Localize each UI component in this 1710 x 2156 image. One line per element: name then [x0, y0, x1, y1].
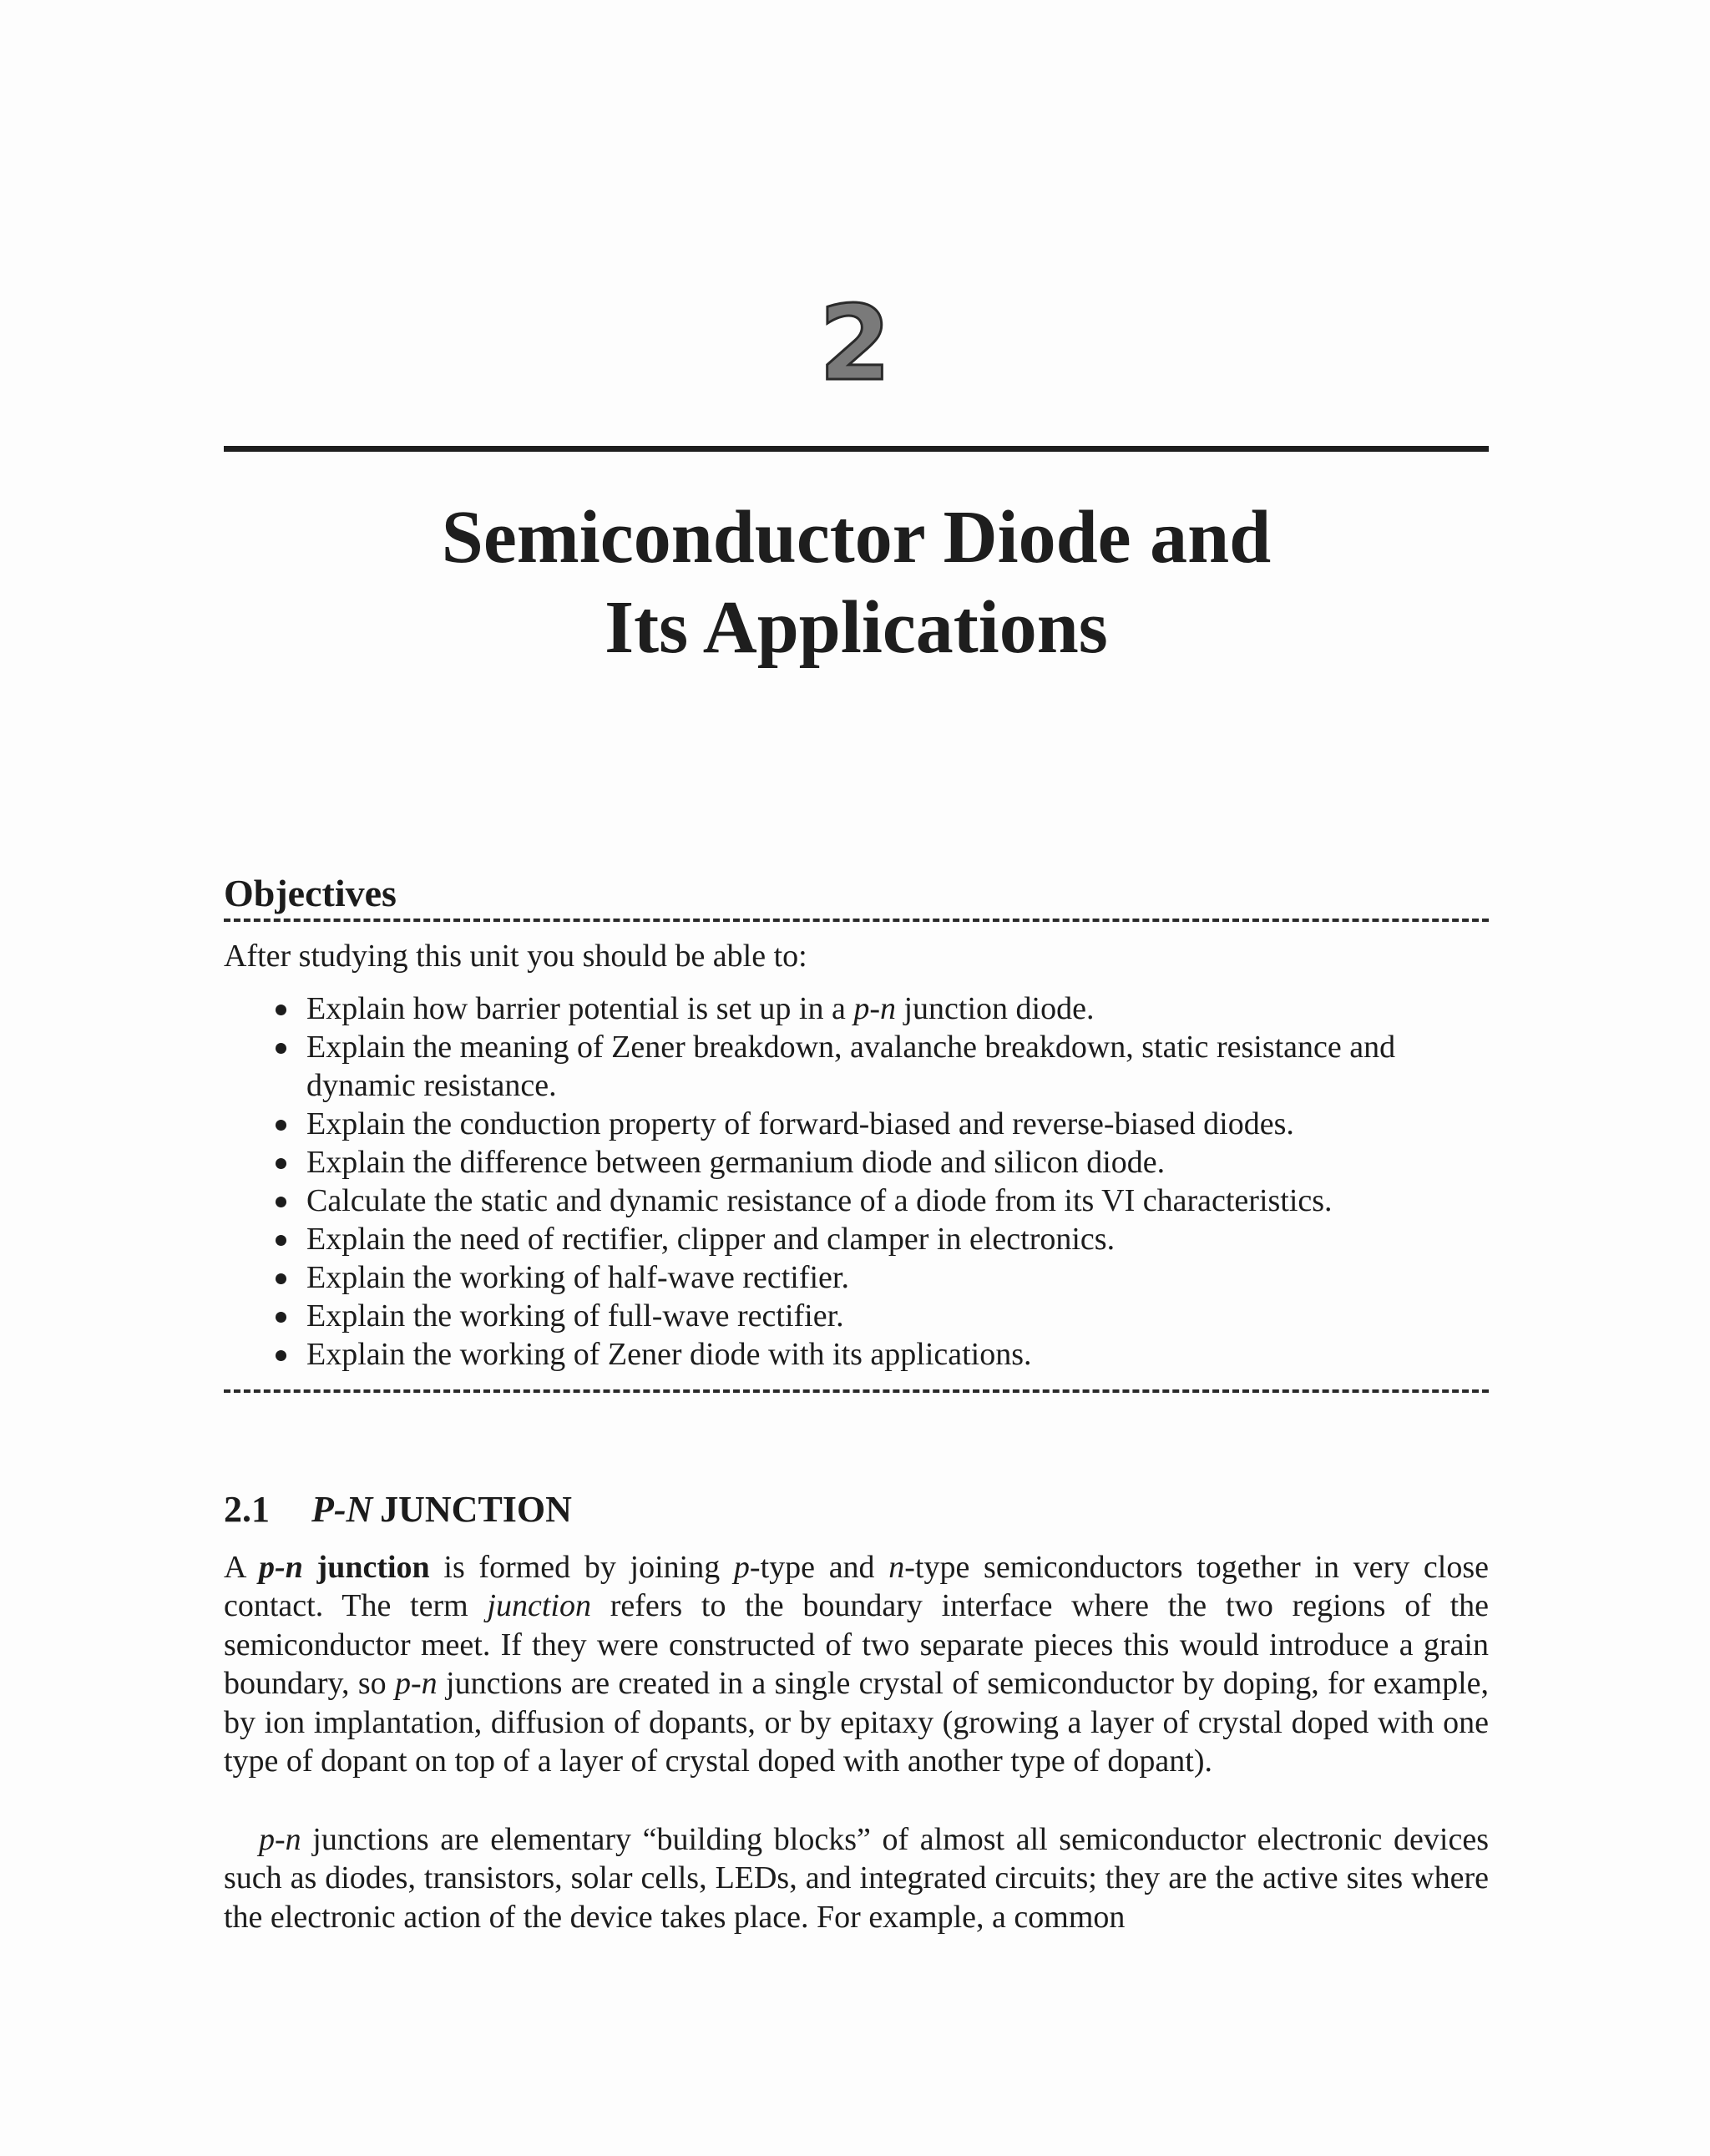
objective-text: Explain the working of Zener diode with its applications.	[306, 1337, 1032, 1372]
objective-italic-term: p-n	[853, 991, 896, 1026]
body-paragraph	[224, 1548, 1489, 1780]
paragraph-text: junctions are created in a single crystal of semiconductor by doping, for example, by ion implantation, diffusion of dopants, or by epitaxy (growing a layer of crystal doped with one type of dopant on top of a layer of crystal doped with another type of dopant).	[224, 1666, 1489, 1779]
objective-text: Calculate the static and dynamic resistance of a diode from its VI characteristics.	[306, 1183, 1333, 1218]
section-title: JUNCTION	[380, 1489, 572, 1530]
chapter-title	[224, 493, 1489, 673]
section-number: 2.1	[224, 1489, 270, 1530]
body-paragraph	[224, 1820, 1489, 1936]
objective-item	[224, 1297, 1489, 1335]
objective-text: Explain the working of full-wave rectifier.	[306, 1298, 844, 1334]
italic-term: junction	[487, 1588, 591, 1624]
objective-item	[224, 1258, 1489, 1297]
objective-item	[224, 989, 1489, 1028]
italic-term: p-n	[259, 1822, 301, 1857]
bullet-icon	[276, 1197, 286, 1207]
paragraph-text: is formed by joining	[429, 1550, 734, 1585]
objective-item	[224, 1220, 1489, 1258]
bullet-icon	[276, 1158, 286, 1169]
objective-text: Explain the need of rectifier, clipper and clamper in electronics.	[306, 1222, 1116, 1257]
objective-item	[224, 1143, 1489, 1182]
paragraph-text: A	[224, 1550, 260, 1585]
chapter-number: 2	[818, 284, 892, 404]
bullet-icon	[276, 1120, 286, 1131]
objective-text: junction diode.	[896, 991, 1095, 1026]
paragraph-text: refers to the boundary interface where the two regions of the semiconductor meet. If they were constructed of two separate pieces this would introduce a grain boundary, so	[224, 1588, 1489, 1702]
bullet-icon	[276, 1350, 286, 1361]
section-heading	[224, 1485, 572, 1535]
objective-text: Explain the difference between germanium diode and silicon diode.	[306, 1145, 1166, 1180]
bullet-icon	[276, 1043, 286, 1054]
chapter-rule	[224, 446, 1489, 452]
paragraph-text: -type and	[749, 1550, 889, 1585]
bullet-icon	[276, 1273, 286, 1284]
paragraph-text: junctions are elementary “building blocks” of almost all semiconductor electronic devices such as diodes, transistors, solar cells, LEDs, and integrated circuits; they are the active sites where the electronic action of the device takes place. For example, a common	[224, 1822, 1489, 1935]
objective-text: Explain the meaning of Zener breakdown, avalanche breakdown, static resistance and dynamic resistance.	[306, 1030, 1396, 1103]
objective-item	[224, 1105, 1489, 1143]
paragraph-text: -type semiconductors together in very close contact. The term	[224, 1550, 1489, 1624]
italic-term: n	[888, 1550, 905, 1585]
bullet-icon	[276, 1312, 286, 1323]
chapter-title-line-1: Semiconductor Diode and	[441, 496, 1272, 579]
objective-text: Explain the working of half-wave rectifier.	[306, 1260, 849, 1295]
section-title-italic: P-N	[311, 1489, 373, 1530]
objectives-heading: Objectives	[224, 872, 397, 914]
objective-item	[224, 1335, 1489, 1374]
chapter-title-line-2: Its Applications	[605, 586, 1108, 669]
objectives-top-rule	[224, 919, 1489, 922]
objective-item	[224, 1028, 1489, 1105]
objectives-bottom-rule	[224, 1389, 1489, 1393]
italic-term: p	[733, 1550, 750, 1585]
objectives-list	[224, 989, 1489, 1374]
italic-term: p-n	[395, 1666, 438, 1702]
bullet-icon	[276, 1005, 286, 1015]
objective-text: Explain how barrier potential is set up in a	[306, 991, 854, 1026]
objectives-intro: After studying this unit you should be able to:	[224, 939, 807, 974]
objective-text: Explain the conduction property of forward-biased and reverse-biased diodes.	[306, 1106, 1294, 1141]
bullet-icon	[276, 1235, 286, 1246]
bold-italic-term: p-n	[259, 1550, 303, 1585]
objective-item	[224, 1182, 1489, 1220]
bold-term: junction	[302, 1550, 430, 1585]
